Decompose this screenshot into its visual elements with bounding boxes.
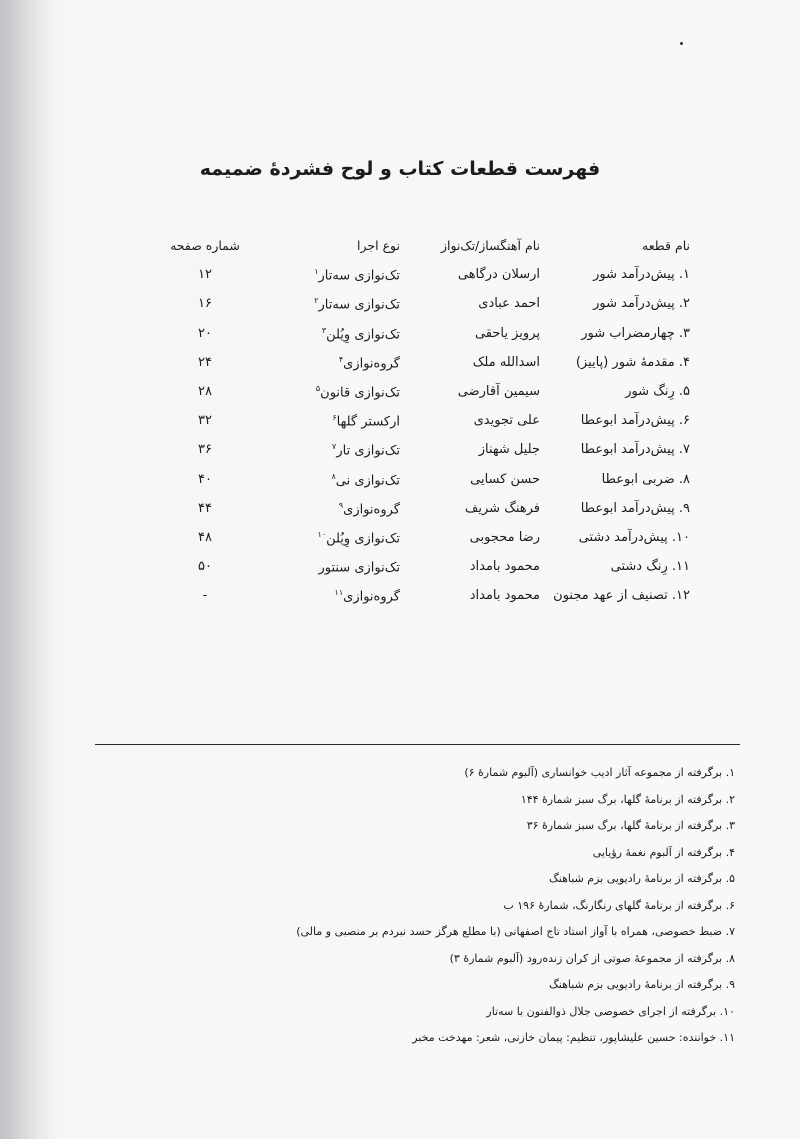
- piece-name: ۷. پیش‌درآمد ابوعطا: [580, 442, 690, 458]
- footnote: ۶. برگرفته از برنامهٔ گلهای رنگارنگ، شمارهٔ ۱۹۶ ب: [503, 898, 735, 912]
- table-row: [150, 442, 690, 471]
- piece-name: ۳. چهارمضراب شور: [581, 325, 690, 341]
- table-row: [150, 501, 690, 530]
- artist-name: رضا محجوبی: [469, 529, 540, 545]
- table-row: [150, 326, 690, 355]
- piece-name: ۱۰. پیش‌درآمد دشتی: [578, 529, 690, 545]
- artist-name: فرهنگ شریف: [464, 500, 540, 516]
- artist-name: احمد عبادی: [478, 296, 540, 312]
- table-row: [150, 413, 690, 442]
- piece-name: ۹. پیش‌درآمد ابوعطا: [580, 500, 690, 516]
- footnote-ref: ۱۱: [334, 588, 344, 598]
- page-number: ۲۴: [198, 354, 212, 370]
- footnote-ref: ۴: [338, 354, 344, 364]
- piece-name: ۲. پیش‌درآمد شور: [593, 296, 690, 312]
- piece-name: ۱. پیش‌درآمد شور: [593, 267, 690, 283]
- table-header: [150, 238, 690, 267]
- page-number: ۱۶: [198, 296, 212, 312]
- header-artist: نام آهنگساز/تک‌نواز: [440, 238, 540, 253]
- page-number: ۵۰: [198, 559, 212, 575]
- performance-type: [322, 326, 400, 342]
- artist-name: سیمین آقارضی: [457, 383, 540, 399]
- footnote-ref: ۲: [314, 296, 319, 306]
- table-row: [150, 296, 690, 325]
- artist-name: محمود بامداد: [469, 588, 540, 604]
- page-number: ۴۴: [198, 500, 212, 516]
- footnote-ref: ۹: [338, 500, 344, 510]
- performance-type-text: تک‌نوازی سنتور: [318, 560, 400, 576]
- header-page: شماره صفحه: [170, 238, 240, 253]
- footnote: ۱۰. برگرفته از اجرای خصوصی جلال ذوالفنون با سه‌تار: [486, 1004, 735, 1018]
- page-number: ۴۰: [198, 471, 212, 487]
- footnote: ۹. برگرفته از برنامهٔ رادیویی بزم شباهنگ: [548, 978, 735, 991]
- piece-name: ۶. پیش‌درآمد ابوعطا: [580, 413, 690, 429]
- footnote: ۷. ضبط خصوصی، همراه با آواز استاد تاج اصفهانی (با مطلع هرگز حسد نبردم بر منصبی و مالی): [296, 925, 735, 938]
- footnote: ۳. برگرفته از برنامهٔ گلها، برگ سبز شمارهٔ ۳۶: [526, 819, 735, 832]
- performance-type: [335, 588, 400, 604]
- piece-name: ۱۲. تصنیف از عهد مجنون: [553, 588, 690, 604]
- page-number: ۳۶: [198, 442, 212, 458]
- footnote-ref: ۸: [331, 471, 336, 481]
- page-mark: [680, 42, 683, 45]
- footnote-ref: ۷: [332, 442, 337, 452]
- contents-table: [150, 238, 690, 617]
- page-number: -: [202, 588, 208, 604]
- performance-type: [339, 355, 400, 371]
- performance-type-text: تک‌نوازی وِیُلن: [326, 531, 400, 547]
- performance-type-text: تک‌نوازی نی: [335, 472, 400, 488]
- page-number: ۳۲: [198, 413, 212, 429]
- performance-type-text: گروه‌نوازی: [343, 502, 400, 518]
- performance-type-text: تک‌نوازی وِیُلن: [326, 326, 400, 342]
- footnote-ref: ۱۰: [317, 529, 327, 539]
- table-row: [150, 267, 690, 296]
- performance-type: [332, 413, 400, 429]
- footnote: ۸. برگرفته از مجموعهٔ صوتی از کران زنده‌رود (آلبوم شمارهٔ ۳): [449, 951, 735, 965]
- footnotes: [95, 766, 735, 1058]
- table-row: [150, 530, 690, 559]
- performance-type-text: تک‌نوازی قانون: [320, 385, 400, 401]
- performance-type-text: گروه‌نوازی: [343, 356, 400, 372]
- performance-type: [314, 267, 400, 283]
- performance-type: [339, 501, 400, 517]
- table-rows: [150, 267, 690, 617]
- footnote-ref: ۵: [315, 383, 321, 393]
- performance-type-text: تک‌نوازی سه‌تار: [318, 268, 400, 284]
- table-row: [150, 588, 690, 617]
- page-number: ۴۸: [198, 529, 212, 545]
- footnote-ref: ۳: [321, 325, 327, 335]
- footnote: ۱. برگرفته از مجموعه آثار ادیب خوانساری (آلبوم شمارهٔ ۶): [464, 766, 735, 779]
- performance-type-text: تک‌نوازی سه‌تار: [318, 297, 400, 313]
- performance-type: [332, 442, 400, 458]
- performance-type: [314, 296, 400, 312]
- artist-name: محمود بامداد: [469, 559, 540, 575]
- table-row: [150, 472, 690, 501]
- piece-name: ۴. مقدمهٔ شور (پاییز): [575, 354, 690, 370]
- performance-type-text: گروه‌نوازی: [343, 589, 400, 605]
- footnote: ۵. برگرفته از برنامهٔ رادیویی بزم شباهنگ: [548, 872, 735, 885]
- artist-name: اسدالله ملک: [472, 354, 540, 370]
- piece-name: ۸. ضربی ابوعطا: [601, 471, 690, 487]
- performance-type: [318, 530, 400, 546]
- page-title: فهرست قطعات کتاب و لوح فشردهٔ ضمیمه: [199, 158, 601, 180]
- footnote-ref: ۱: [314, 267, 319, 277]
- page-number: ۲۸: [198, 383, 212, 399]
- artist-name: جلیل شهناز: [478, 442, 540, 458]
- footnote-divider: [95, 744, 740, 745]
- performance-type: [318, 559, 400, 575]
- page-number: ۲۰: [198, 325, 212, 341]
- table-row: [150, 384, 690, 413]
- performance-type: [331, 472, 400, 488]
- table-row: [150, 559, 690, 588]
- footnote: ۱۱. خواننده: حسین علیشاپور، تنظیم: پیمان خازنی، شعر: مهدخت مخبر: [412, 1031, 735, 1044]
- header-name: نام قطعه: [642, 238, 690, 253]
- piece-name: ۵. رِنگ شور: [625, 383, 690, 399]
- performance-type-text: تک‌نوازی تار: [336, 443, 400, 459]
- piece-name: ۱۱. رِنگ دشتی: [610, 559, 690, 575]
- header-type: نوع اجرا: [357, 238, 400, 253]
- page-number: ۱۲: [198, 267, 212, 283]
- artist-name: علی تجویدی: [473, 413, 540, 429]
- footnote-ref: ۶: [332, 413, 337, 423]
- footnote: ۲. برگرفته از برنامهٔ گلها، برگ سبز شمارهٔ ۱۴۴: [520, 792, 735, 806]
- table-row: [150, 355, 690, 384]
- artist-name: حسن کسایی: [470, 471, 540, 487]
- footnote: ۴. برگرفته از آلبوم نغمهٔ رؤیایی: [592, 845, 735, 859]
- artist-name: پرویز یاحقی: [474, 325, 540, 341]
- performance-type-text: ارکستر گلها: [336, 414, 400, 430]
- artist-name: ارسلان درگاهی: [457, 267, 540, 283]
- performance-type: [316, 384, 400, 400]
